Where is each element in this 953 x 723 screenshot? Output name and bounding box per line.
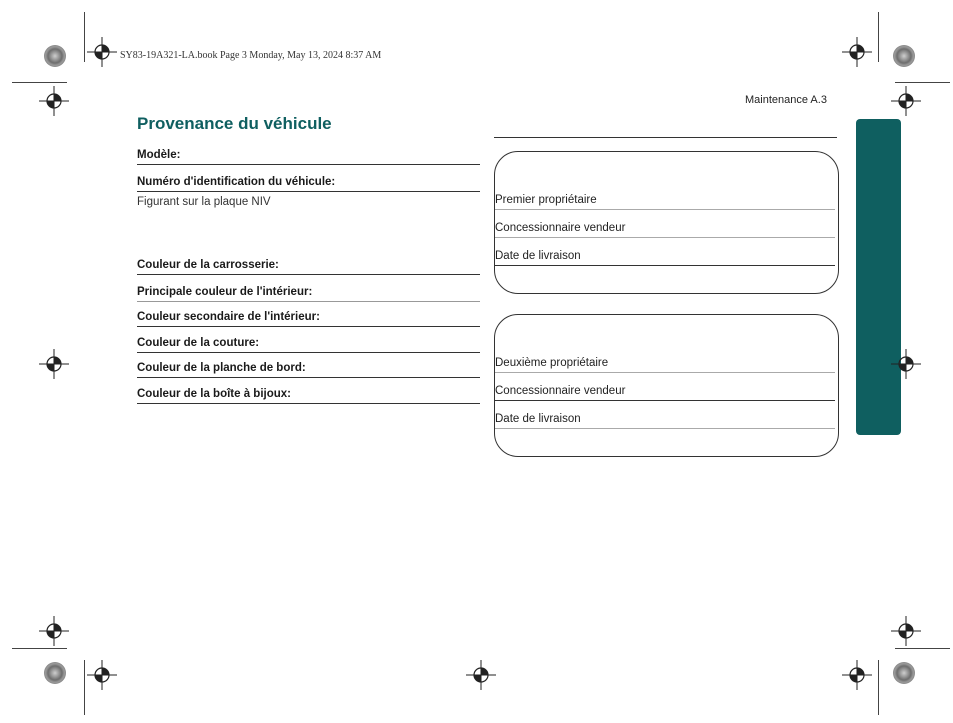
field-secondary-interior-color: Couleur secondaire de l'intérieur: [137, 309, 480, 327]
crosshair-registration-icon [466, 660, 496, 690]
crop-line [878, 12, 879, 62]
delivery-date-label: Date de livraison [495, 247, 835, 266]
field-main-interior-color: Principale couleur de l'intérieur: [137, 286, 313, 298]
field-vin: Numéro d'identification du véhicule: [137, 174, 480, 192]
crop-line [12, 82, 67, 83]
vin-note: Figurant sur la plaque NIV [137, 196, 271, 208]
delivery-date-label: Date de livraison [495, 410, 835, 429]
crosshair-registration-icon [87, 660, 117, 690]
dealer-label: Concessionnaire vendeur [495, 382, 835, 401]
owner-label: Deuxième propriétaire [495, 354, 835, 373]
crosshair-registration-icon [842, 37, 872, 67]
field-glovebox-color: Couleur de la boîte à bijoux: [137, 386, 480, 404]
field-body-color: Couleur de la carrosserie: [137, 257, 480, 275]
crop-line [12, 648, 67, 649]
crosshair-registration-icon [39, 86, 69, 116]
crosshair-registration-icon [842, 660, 872, 690]
crop-line [84, 12, 85, 62]
gray-target-icon [44, 662, 66, 684]
first-owner-box [494, 151, 839, 294]
dealer-label: Concessionnaire vendeur [495, 219, 835, 238]
owner-label: Premier propriétaire [495, 191, 835, 210]
crosshair-registration-icon [891, 349, 921, 379]
field-stitch-color: Couleur de la couture: [137, 335, 480, 353]
crosshair-registration-icon [39, 349, 69, 379]
print-info-line: SY83-19A321-LA.book Page 3 Monday, May 13, 2024 8:37 AM [120, 50, 382, 61]
crop-line [895, 82, 950, 83]
section-tab [856, 119, 901, 435]
field-model: Modèle: [137, 147, 480, 165]
crosshair-registration-icon [891, 616, 921, 646]
crop-line [895, 648, 950, 649]
crosshair-registration-icon [87, 37, 117, 67]
gray-target-icon [893, 45, 915, 67]
section-title: Provenance du véhicule [137, 114, 332, 133]
title-rule [494, 137, 837, 138]
page-label: Maintenance A.3 [745, 94, 827, 106]
crop-line [84, 660, 85, 715]
field-dashboard-color: Couleur de la planche de bord: [137, 360, 480, 378]
field-divider [137, 301, 480, 302]
gray-target-icon [893, 662, 915, 684]
second-owner-box [494, 314, 839, 457]
crop-line [878, 660, 879, 715]
gray-target-icon [44, 45, 66, 67]
crosshair-registration-icon [891, 86, 921, 116]
crosshair-registration-icon [39, 616, 69, 646]
